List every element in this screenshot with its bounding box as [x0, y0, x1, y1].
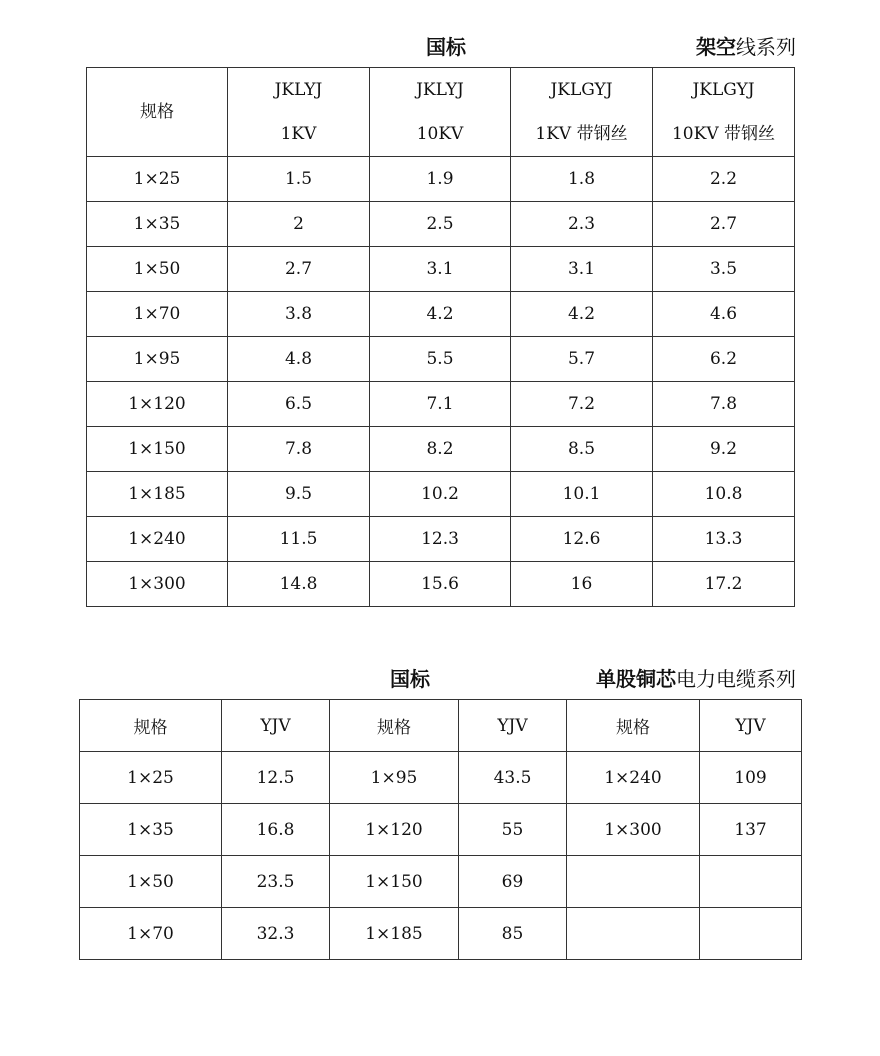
table-cell: 1×185	[87, 472, 228, 517]
overhead-spec-table	[86, 67, 795, 607]
column-header: 规格	[80, 700, 222, 752]
column-header: JKLYJ 1KV	[228, 68, 370, 157]
table-cell: 17.2	[653, 562, 795, 607]
table-cell: 23.5	[222, 856, 330, 908]
overhead-standard-label: 国标	[426, 35, 466, 59]
table-cell: 1.8	[511, 157, 653, 202]
table-cell: 14.8	[228, 562, 370, 607]
table-cell: 6.2	[653, 337, 795, 382]
table-cell: 1×240	[567, 752, 700, 804]
table-cell: 10.8	[653, 472, 795, 517]
table-cell: 4.8	[228, 337, 370, 382]
table-cell: 3.1	[511, 247, 653, 292]
table-cell: 11.5	[228, 517, 370, 562]
table-cell: 15.6	[370, 562, 511, 607]
table-cell: 7.8	[228, 427, 370, 472]
spec-header: 规格	[87, 68, 228, 157]
table-cell: 12.5	[222, 752, 330, 804]
table-cell: 2.2	[653, 157, 795, 202]
table-cell: 3.5	[653, 247, 795, 292]
table-cell: 1×300	[87, 562, 228, 607]
table-row	[80, 856, 802, 908]
table-cell: 1×300	[567, 804, 700, 856]
table-cell: 2.3	[511, 202, 653, 247]
column-header: YJV	[459, 700, 567, 752]
table-cell: 1×25	[80, 752, 222, 804]
column-header: 规格	[330, 700, 459, 752]
table-row	[87, 382, 795, 427]
table-cell: 1×120	[87, 382, 228, 427]
copper-title-bold: 单股铜芯	[596, 667, 676, 691]
table-cell: 1.5	[228, 157, 370, 202]
table-row	[87, 292, 795, 337]
table-cell: 1×35	[87, 202, 228, 247]
table-cell	[700, 908, 802, 960]
column-header: YJV	[222, 700, 330, 752]
table-row	[87, 337, 795, 382]
column-header: JKLGYJ 1KV 带钢丝	[511, 68, 653, 157]
table-cell: 137	[700, 804, 802, 856]
table-cell: 4.2	[370, 292, 511, 337]
table-cell: 1×70	[87, 292, 228, 337]
table-cell: 4.6	[653, 292, 795, 337]
table-cell: 9.2	[653, 427, 795, 472]
column-header: YJV	[700, 700, 802, 752]
table-cell: 1×240	[87, 517, 228, 562]
table-header-row	[87, 68, 795, 157]
table-cell: 1×50	[80, 856, 222, 908]
table-cell: 1×95	[87, 337, 228, 382]
table-cell: 7.2	[511, 382, 653, 427]
table-row	[80, 752, 802, 804]
table-cell	[567, 908, 700, 960]
table-cell: 2.7	[228, 247, 370, 292]
table-cell: 2.5	[370, 202, 511, 247]
table-cell: 2	[228, 202, 370, 247]
table-cell: 10.2	[370, 472, 511, 517]
table-cell: 2.7	[653, 202, 795, 247]
table-row	[87, 472, 795, 517]
table-cell: 16	[511, 562, 653, 607]
table-row	[80, 908, 802, 960]
table-cell: 5.7	[511, 337, 653, 382]
table-cell	[700, 856, 802, 908]
table-cell: 109	[700, 752, 802, 804]
table-cell: 32.3	[222, 908, 330, 960]
table-cell: 10.1	[511, 472, 653, 517]
table-cell: 1×25	[87, 157, 228, 202]
table-cell: 85	[459, 908, 567, 960]
table-cell: 1×120	[330, 804, 459, 856]
table-cell: 8.2	[370, 427, 511, 472]
table-cell: 12.3	[370, 517, 511, 562]
table-cell: 7.8	[653, 382, 795, 427]
table-cell: 1×150	[87, 427, 228, 472]
column-header: JKLGYJ 10KV 带钢丝	[653, 68, 795, 157]
copper-series-title	[596, 663, 796, 692]
table-row	[87, 427, 795, 472]
overhead-title-bold: 架空	[696, 35, 736, 59]
table-row	[87, 247, 795, 292]
table-cell: 16.8	[222, 804, 330, 856]
table-cell: 3.8	[228, 292, 370, 337]
table-cell: 7.1	[370, 382, 511, 427]
table-cell: 55	[459, 804, 567, 856]
table-row	[87, 517, 795, 562]
table-cell: 13.3	[653, 517, 795, 562]
table-cell: 1×150	[330, 856, 459, 908]
table-cell: 4.2	[511, 292, 653, 337]
table-cell: 9.5	[228, 472, 370, 517]
table-row	[80, 804, 802, 856]
column-header: JKLYJ 10KV	[370, 68, 511, 157]
table-row	[87, 562, 795, 607]
table-header-row	[80, 700, 802, 752]
table-cell	[567, 856, 700, 908]
table-cell: 5.5	[370, 337, 511, 382]
column-header: 规格	[567, 700, 700, 752]
table-row	[87, 157, 795, 202]
table-cell: 1.9	[370, 157, 511, 202]
table-row	[87, 202, 795, 247]
overhead-series-title	[696, 31, 796, 60]
overhead-title-rest: 线系列	[736, 35, 796, 59]
copper-standard-label: 国标	[390, 667, 430, 691]
table-cell: 1×95	[330, 752, 459, 804]
table-cell: 1×35	[80, 804, 222, 856]
table-cell: 3.1	[370, 247, 511, 292]
table-cell: 12.6	[511, 517, 653, 562]
table-cell: 6.5	[228, 382, 370, 427]
table-cell: 1×185	[330, 908, 459, 960]
table-cell: 43.5	[459, 752, 567, 804]
table-cell: 1×50	[87, 247, 228, 292]
table-cell: 8.5	[511, 427, 653, 472]
copper-title-rest: 电力电缆系列	[676, 667, 796, 691]
table-cell: 69	[459, 856, 567, 908]
table-cell: 1×70	[80, 908, 222, 960]
copper-spec-table	[79, 699, 802, 960]
